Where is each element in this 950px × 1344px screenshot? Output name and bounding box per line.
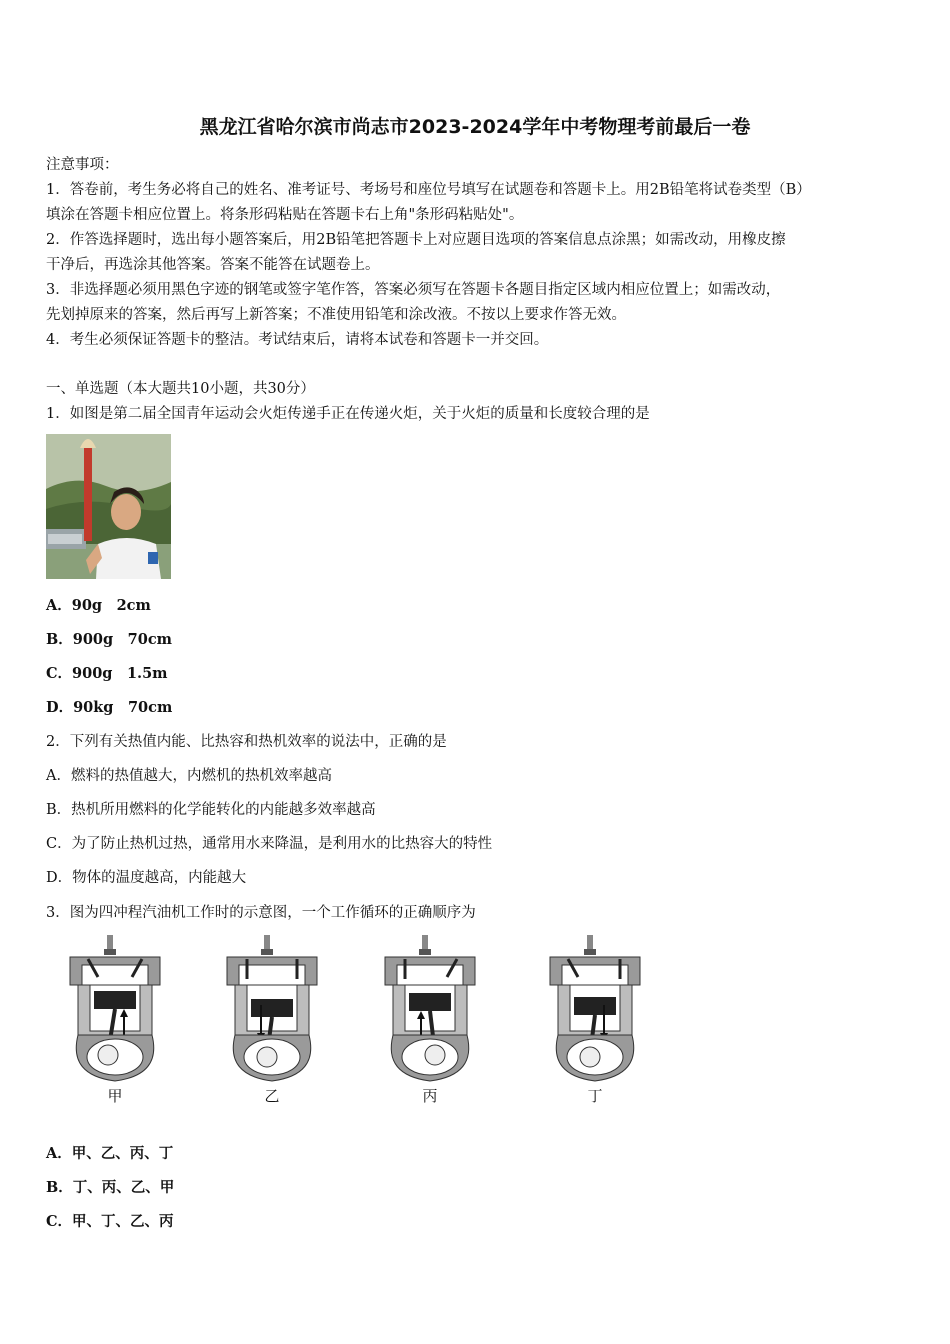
- engine-diagrams: [60, 935, 660, 1110]
- question-2-option-c: C．为了防止热机过热，通常用水来降温，是利用水的比热容大的特性: [46, 836, 493, 852]
- question-2-option-a: A．燃料的热值越大，内燃机的热机效率越高: [46, 768, 332, 784]
- notice-line: 填涂在答题卡相应位置上。将条形码粘贴在答题卡右上角"条形码粘贴处"。: [46, 207, 524, 223]
- section-heading: 一、单选题（本大题共10小题，共30分）: [46, 381, 315, 397]
- question-1-option-d: D．90kg 70cm: [46, 699, 173, 716]
- notice-line: 2．作答选择题时，选出每小题答案后，用2B铅笔把答题卡上对应题目选项的答案信息点涂黑；如需改动，用橡皮擦: [46, 232, 786, 248]
- question-3-stem: 3．图为四冲程汽油机工作时的示意图，一个工作循环的正确顺序为: [46, 905, 476, 921]
- engine-label-yi: 乙: [264, 1087, 280, 1105]
- engine-label-ding: 丁: [587, 1087, 603, 1105]
- notice-line: 干净后，再选涂其他答案。答案不能答在试题卷上。: [46, 257, 380, 273]
- page-title: 黑龙江省哈尔滨市尚志市2023-2024学年中考物理考前最后一卷: [199, 116, 751, 138]
- notice-line: 4．考生必须保证答题卡的整洁。考试结束后，请将本试卷和答题卡一并交回。: [46, 332, 549, 348]
- engine-diagram-yi: [217, 935, 327, 1110]
- question-1-stem: 1．如图是第二届全国青年运动会火炬传递手正在传递火炬，关于火炬的质量和长度较合理的是: [46, 406, 650, 422]
- engine-diagram-bing: [375, 935, 485, 1110]
- engine-label-jia: 甲: [107, 1087, 123, 1105]
- notice-heading: 注意事项：: [46, 157, 119, 173]
- question-3-option-b: B．丁、丙、乙、甲: [46, 1179, 175, 1196]
- torch-bearer-photo: [46, 434, 171, 579]
- question-1-option-a: A．90g 2cm: [46, 597, 151, 614]
- engine-label-bing: 丙: [422, 1087, 438, 1105]
- question-1-option-b: B．900g 70cm: [46, 631, 173, 648]
- notice-line: 1．答卷前，考生务必将自己的姓名、准考证号、考场号和座位号填写在试题卷和答题卡上。用2B铅笔将试卷类型（B）: [46, 182, 811, 198]
- question-2-option-d: D．物体的温度越高，内能越大: [46, 870, 247, 886]
- question-3-option-c: C．甲、丁、乙、丙: [46, 1213, 174, 1230]
- engine-diagram-jia: [60, 935, 170, 1110]
- engine-diagram-ding: [540, 935, 650, 1110]
- question-3-option-a: A．甲、乙、丙、丁: [46, 1145, 174, 1162]
- notice-line: 先划掉原来的答案，然后再写上新答案；不准使用铅笔和涂改液。不按以上要求作答无效。: [46, 307, 626, 323]
- question-2-stem: 2．下列有关热值内能、比热容和热机效率的说法中，正确的是: [46, 734, 447, 750]
- question-1-option-c: C．900g 1.5m: [46, 665, 168, 682]
- question-2-option-b: B．热机所用燃料的化学能转化的内能越多效率越高: [46, 802, 376, 818]
- notice-line: 3．非选择题必须用黑色字迹的钢笔或签字笔作答，答案必须写在答题卡各题目指定区域内相应位置上；如需改动，: [46, 282, 781, 298]
